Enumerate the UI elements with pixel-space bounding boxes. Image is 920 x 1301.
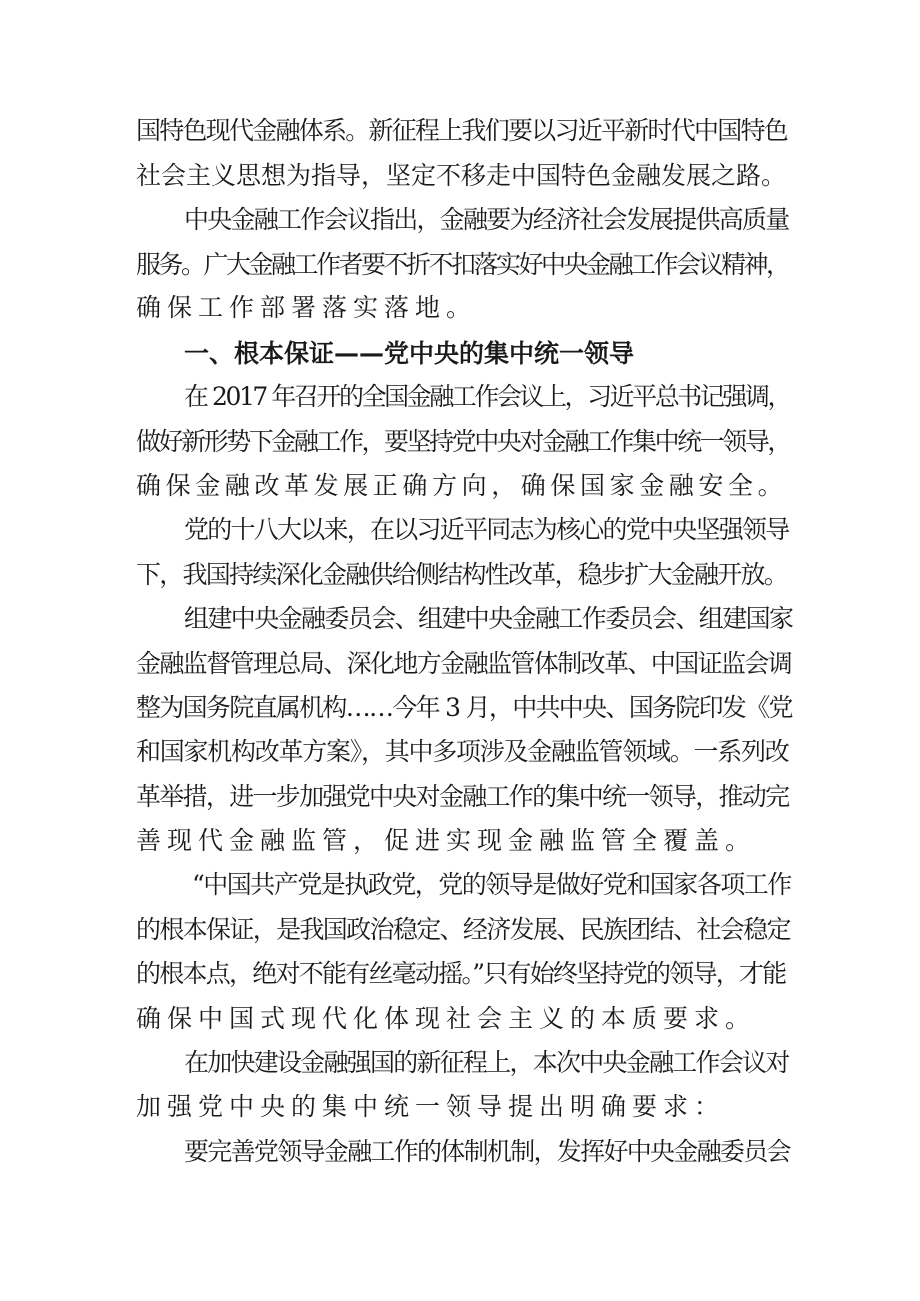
body-text-line: 确保中国式现代化体现社会主义的本质要求。 [136, 1004, 757, 1033]
body-text-line: 革举措，进一步加强党中央对金融工作的集中统一领导，推动完 [136, 782, 789, 811]
body-text-line: 善现代金融监管，促进实现金融监管全覆盖。 [136, 826, 757, 855]
body-text-line: 中央金融工作会议指出，金融要为经济社会发展提供高质量 [184, 205, 789, 234]
body-text-line: 确保金融改革发展正确方向，确保国家金融安全。 [136, 471, 788, 500]
quote-text-line: “中国共产党是执政党，党的领导是做好党和国家各项工作 [192, 870, 791, 899]
body-text-line: 整为国务院直属机构……今年 3 月，中共中央、国务院印发《党 [136, 693, 792, 722]
body-text-line: 要完善党领导金融工作的体制机制，发挥好中央金融委员会 [184, 1137, 790, 1166]
body-text-line: 下，我国持续深化金融供给侧结构性改革，稳步扩大金融开放。 [136, 560, 788, 589]
body-text-line: 组建中央金融委员会、组建中央金融工作委员会、组建国家 [184, 604, 793, 633]
body-text-line: 服务。广大金融工作者要不折不扣落实好中央金融工作会议精神， [136, 250, 789, 279]
body-text-line: 在 2017 年召开的全国金融工作会议上，习近平总书记强调， [184, 382, 791, 411]
section-heading: 一、根本保证——党中央的集中统一领导 [184, 339, 635, 368]
body-text-line: 国特色现代金融体系。新征程上我们要以习近平新时代中国特色 [136, 116, 788, 145]
body-text-line: 确保工作部署落实落地。 [136, 293, 478, 322]
body-text-line: 在加快建设金融强国的新征程上，本次中央金融工作会议对 [184, 1048, 789, 1077]
body-text-line: 做好新形势下金融工作，要坚持党中央对金融工作集中统一领导， [136, 427, 790, 456]
body-text-line: 加强党中央的集中统一领导提出明确要求： [136, 1092, 726, 1121]
body-text-line: 党的十八大以来，在以习近平同志为核心的党中央坚强领导 [184, 515, 789, 544]
body-text-line: 社会主义思想为指导，坚定不移走中国特色金融发展之路。 [136, 161, 787, 190]
body-text-line: 金融监督管理总局、深化地方金融监管体制改革、中国证监会调 [136, 649, 792, 678]
quote-text-line: 的根本保证，是我国政治稳定、经济发展、民族团结、社会稳定 [136, 915, 790, 944]
body-text-line: 和国家机构改革方案》，其中多项涉及金融监管领域。一系列改 [136, 737, 789, 766]
quote-text-line: 的根本点，绝对不能有丝毫动摇。”只有始终坚持党的领导，才能 [136, 959, 786, 988]
